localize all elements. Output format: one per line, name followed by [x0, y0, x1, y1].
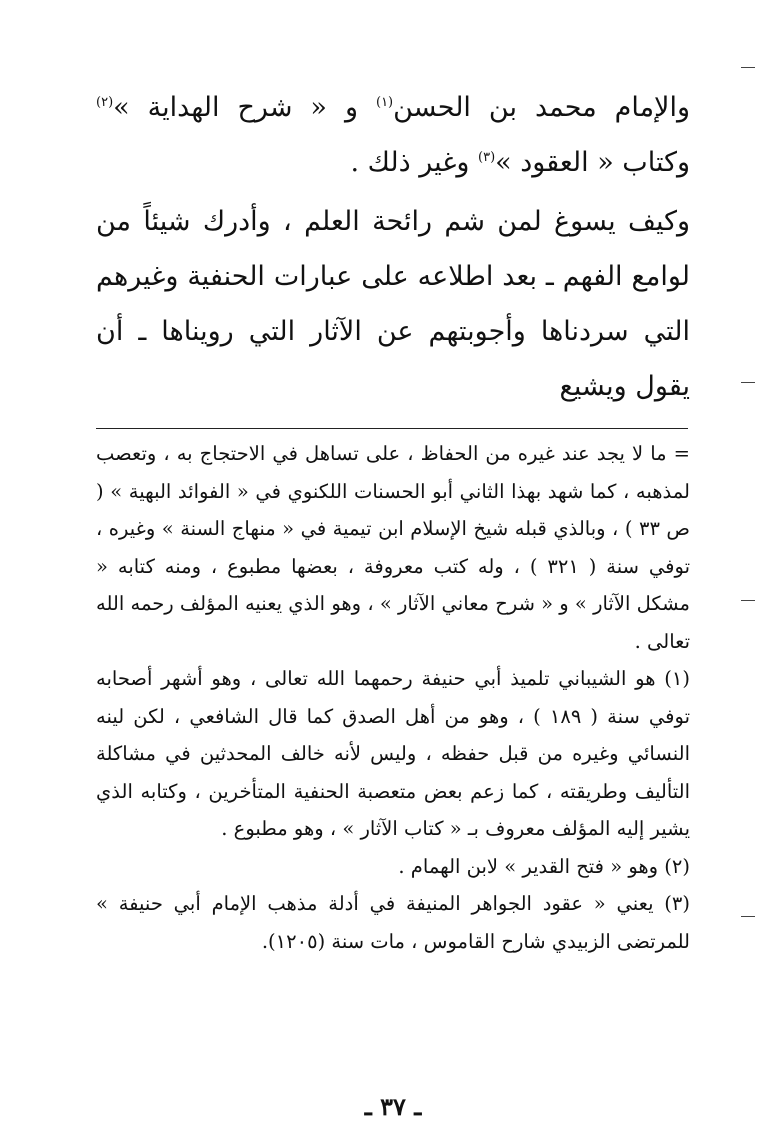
margin-mark [741, 382, 755, 383]
footnote-continuation [96, 435, 690, 660]
margin-mark [741, 600, 755, 601]
footnotes [96, 435, 690, 960]
paragraph-1-text-a: والإمام محمد بن الحسن [393, 92, 690, 123]
footnote-ref-3: (٣) [478, 150, 496, 165]
paragraph-1-text-d: وغير ذلك . [350, 147, 478, 178]
page-number: ـ ٣٧ ـ [364, 1092, 422, 1121]
paragraph-1 [96, 80, 690, 190]
paragraph-1-text-b: و « شرح الهداية » [113, 92, 376, 123]
margin-mark [741, 916, 755, 917]
footnote-3: (٣) يعني « عقود الجواهر المنيفة في أدلة مذهب الإمام أبي حنيفة » للمرتضى الزبيدي شارح القاموس ، مات سنة (١٢٠٥). [96, 892, 690, 953]
margin-mark [741, 67, 755, 68]
footnote-ref-1: (١) [375, 95, 394, 110]
paragraph-1-text-c: وكتاب « العقود » [495, 147, 690, 178]
page [96, 80, 691, 1121]
footnote-2: (٢) وهو « فتح القدير » لابن الهمام . [398, 854, 690, 878]
main-text [96, 80, 690, 414]
footnote-1: (١) هو الشيباني تلميذ أبي حنيفة رحمهما الله تعالى ، وهو أشهر أصحابه توفي سنة ( ١٨٩ ) ، وهو من أهل الصدق كما قال الشافعي ، لكن لينه النسائي وغيره من قبل حفظه ، وليس لأنه خالف المحدثين في مشاكلة التأليف وطريقته ، كما زعم بعض متعصبة الحنفية المتأخرين ، وكتابه الذي يشير إليه المؤلف معروف بـ « كتاب الآثار » ، وهو مطبوع . [96, 667, 691, 840]
footnote-ref-2: (٢) [96, 95, 114, 110]
footnote-continuation-text: ما لا يجد عند غيره من الحفاظ ، على تساهل في الاحتجاج به ، وتعصب لمذهبه ، كما شهد بهذا الثاني أبو الحسنات اللكنوي في « الفوائد البهية » ( ص ٣٣ ) ، وبالذي قبله شيخ الإسلام ابن تيمية في « منهاج السنة » وغيره ، توفي سنة ( ٣٢١ ) ، وله كتب معروفة ، بعضها مطبوع ، ومنه كتابه « مشكل الآثار » و « شرح معاني الآثار » ، وهو الذي يعنيه المؤلف رحمه الله تعالى . [96, 442, 691, 653]
continuation-marker: = [673, 442, 690, 465]
paragraph-2: وكيف يسوغ لمن شم رائحة العلم ، وأدرك شيئاً من لوامع الفهم ـ بعد اطلاعه على عبارات الحنفية وغيرهم التي سردناها وأجوبتهم عن الآثار التي رويناها ـ أن يقول ويشيع [96, 206, 690, 402]
footnote-separator [96, 428, 688, 429]
